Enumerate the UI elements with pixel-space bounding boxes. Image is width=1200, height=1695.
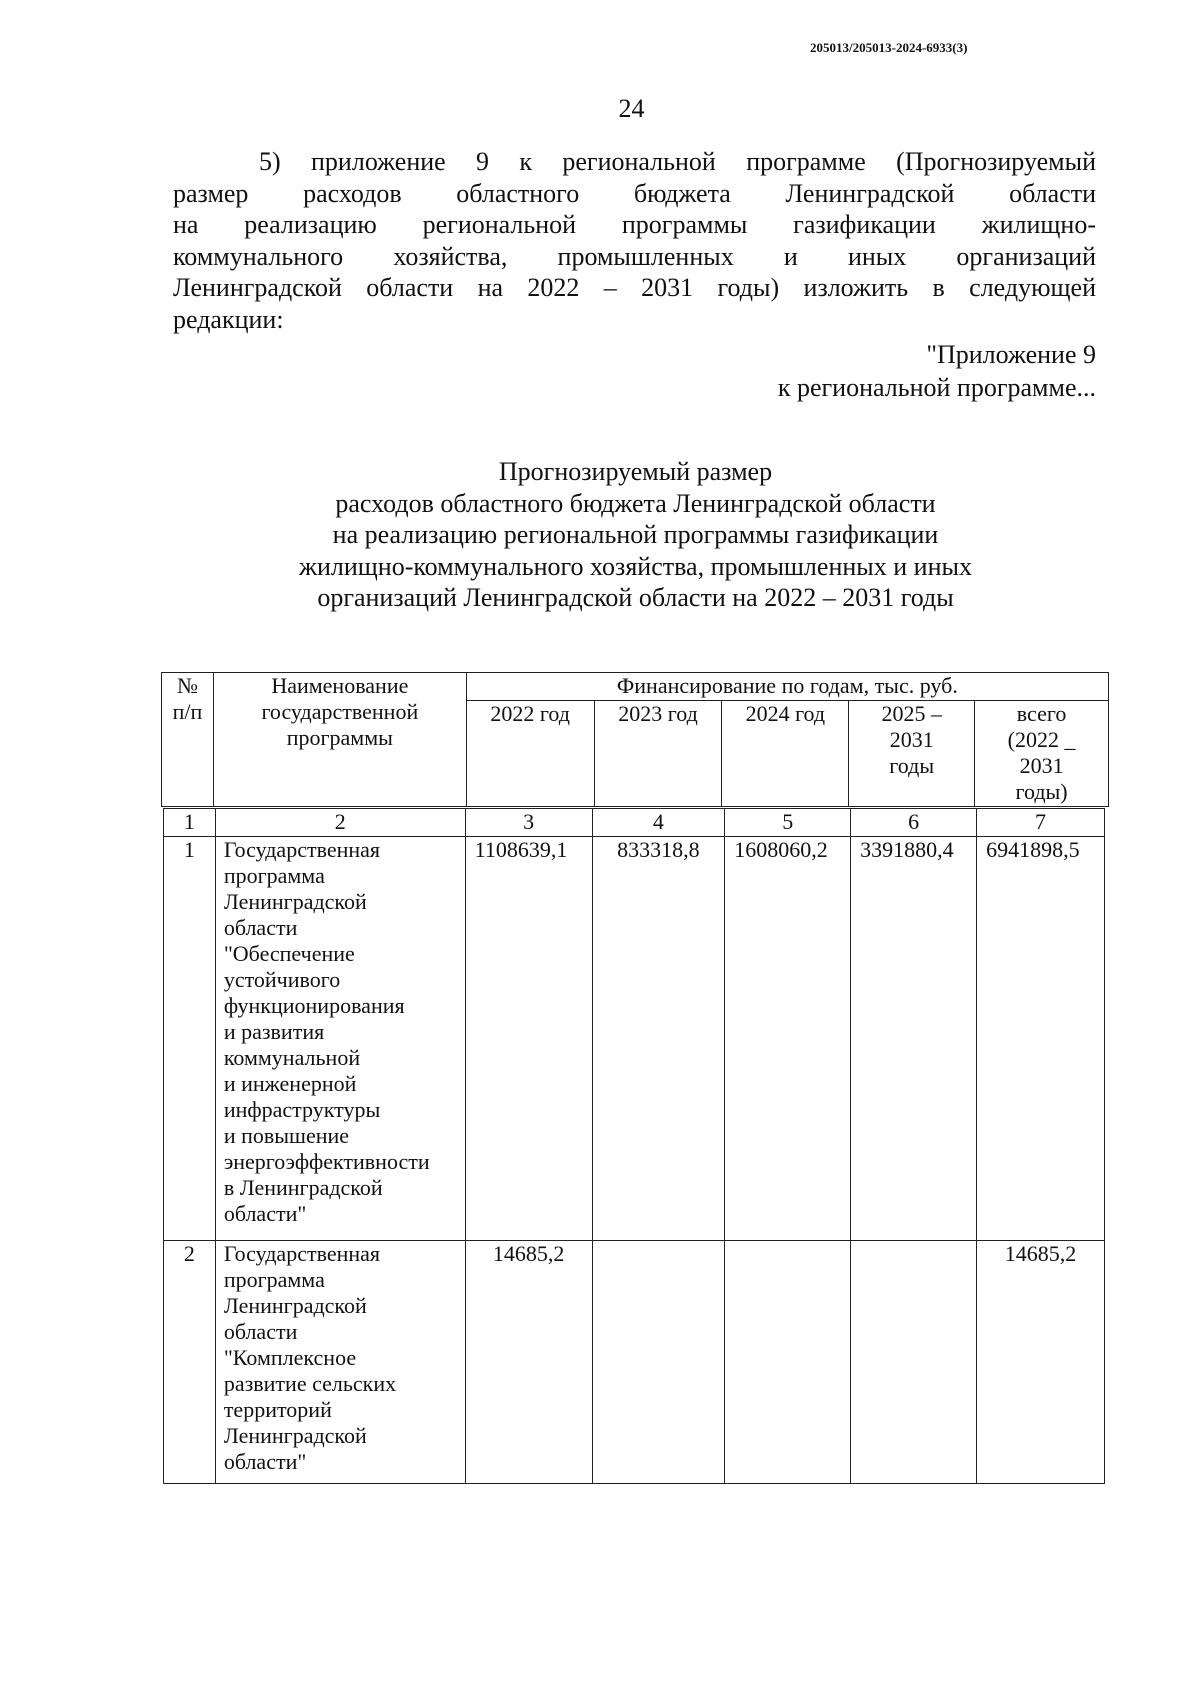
column-number-cell: 1 [164, 809, 216, 837]
value-2025-2031: 3391880,4 [851, 837, 977, 1241]
row-number: 2 [164, 1241, 216, 1484]
value-2024 [725, 1241, 851, 1484]
column-number-row [164, 809, 1105, 837]
title-line: Прогнозируемый размер [498, 457, 773, 486]
header-cell-year-2024: 2024 год [722, 701, 849, 807]
intro-line: 5) приложение 9 к региональной программе (Прогнозируемый [259, 147, 1096, 176]
header-cell-years-2025-2031: 2025 – 2031 годы [849, 701, 975, 807]
header-cell-year-2022: 2022 год [466, 701, 594, 807]
intro-line: редакции: [173, 304, 284, 334]
intro-line: размер расходов областного бюджета Ленинградской области [173, 178, 1096, 208]
value-2022: 14685,2 [465, 1241, 592, 1484]
header-cell-number: № п/п [162, 673, 214, 807]
table-row [164, 1241, 1105, 1484]
intro-paragraph [173, 146, 1096, 336]
value-2023: 833318,8 [592, 837, 725, 1241]
column-number-cell: 6 [851, 809, 977, 837]
value-total: 6941898,5 [977, 837, 1105, 1241]
table-row [164, 837, 1105, 1241]
table-body [163, 808, 1105, 1484]
column-number-cell: 7 [977, 809, 1105, 837]
program-name: Государственная программа Ленинградской области "Комплексное развитие сельских территорий Ленинградской области" [215, 1241, 465, 1484]
table-header [161, 672, 1109, 807]
value-2025-2031 [851, 1241, 977, 1484]
header-cell-financing: Финансирование по годам, тыс. руб. [466, 673, 1108, 701]
value-2023 [592, 1241, 725, 1484]
value-2024: 1608060,2 [725, 837, 851, 1241]
title-line: на реализацию региональной программы газификации [332, 520, 939, 549]
page-number: 24 [618, 94, 645, 123]
column-number-cell: 3 [465, 809, 592, 837]
program-name: Государственная программа Ленинградской области "Обеспечение устойчивого функционирования и развития коммунальной и инженерной инфраструктуры и повышение энергоэффективности в Ленинградской области" [215, 837, 465, 1241]
title-line: расходов областного бюджета Ленинградской области [335, 488, 936, 518]
row-number: 1 [164, 837, 216, 1241]
header-cell-total: всего (2022 _ 2031 годы) [975, 701, 1109, 807]
value-2022: 1108639,1 [465, 837, 592, 1241]
column-number-cell: 2 [215, 809, 465, 837]
title-line: организаций Ленинградской области на 2022 – 2031 годы [317, 583, 954, 612]
attachment-reference [600, 338, 1096, 404]
table-title [173, 456, 1098, 614]
value-total: 14685,2 [977, 1241, 1105, 1484]
attachment-line: "Приложение 9 [926, 340, 1096, 369]
title-line: жилищно-коммунального хозяйства, промышленных и иных [299, 551, 972, 581]
intro-line: на реализацию региональной программы газификации жилищно- [173, 210, 1096, 240]
attachment-line: к региональной программе... [777, 373, 1096, 402]
header-cell-year-2023: 2023 год [594, 701, 722, 807]
intro-line: Ленинградской области на 2022 – 2031 годы) изложить в следующей [173, 273, 1096, 303]
column-number-cell: 5 [725, 809, 851, 837]
header-cell-program-name: Наименование государственной программы [213, 673, 466, 807]
document-id: 205013/205013-2024-6933(3) [810, 40, 968, 55]
column-number-cell: 4 [592, 809, 725, 837]
intro-line: коммунального хозяйства, промышленных и иных организаций [173, 241, 1096, 271]
